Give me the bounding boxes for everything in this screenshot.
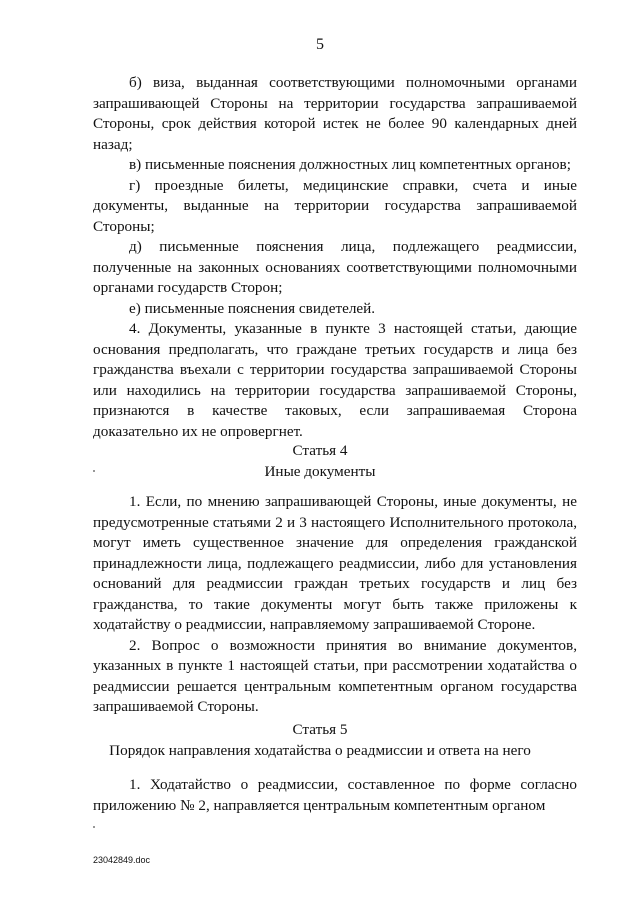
article-4-body — [93, 492, 577, 718]
file-name-footer: 23042849.doc — [93, 855, 151, 865]
page-number: 5 — [316, 36, 324, 53]
paragraph-g: г) проездные билеты, медицинские справки, счета и иные документы, выданные на территории государства запрашиваемой Стороны; — [93, 176, 577, 235]
article-4-number: Статья 4 — [292, 442, 348, 459]
article-4-point-1: 1. Если, по мнению запрашивающей Стороны, иные документы, не предусмотренные статьями 2 и 3 настоящего Исполнительного протокола, могут иметь существенное значение для определения гражданской принадлежности лица, подлежащего реадмиссии, либо для установления оснований для реадмиссии граждан третьих государств и лиц без гражданства, то такие документы могут быть также приложены к ходатайству о реадмиссии, направляемому запрашиваемой Стороне. — [93, 493, 577, 633]
article-5-body — [93, 775, 577, 816]
article-4-heading — [0, 441, 640, 482]
paragraph-v: в) письменные пояснения должностных лиц компетентных органов; — [129, 156, 571, 173]
paragraph-point-4: 4. Документы, указанные в пункте 3 настоящей статьи, дающие основания предполагать, что граждане третьих государств и лица без гражданства въехали с территории государства запрашиваемой Стороны или находились на территории государства запрашиваемой Стороны, признаются в качестве таковых, если запрашиваемая Сторона доказательно их не опровергнет. — [93, 320, 577, 440]
article-4-title: Иные документы — [264, 462, 376, 480]
paragraph-e: е) письменные пояснения свидетелей. — [129, 299, 376, 317]
article-5-number: Статья 5 — [292, 721, 348, 738]
scan-speck — [93, 826, 95, 828]
paragraph-b: б) виза, выданная соответствующими полномочными органами запрашивающей Стороны на территории государства запрашиваемой Стороны, срок действия которой истек не более 90 календарных дней назад; — [93, 74, 577, 153]
article-5-title: Порядок направления ходатайства о реадмиссии и ответа на него — [109, 741, 531, 759]
article-4-point-2: 2. Вопрос о возможности принятия во внимание документов, указанных в пункте 1 настоящей статьи, при рассмотрении ходатайства о реадмиссии решается центральным компетентным органом государства запрашиваемой Стороны. — [93, 636, 577, 715]
article-3-continuation — [93, 73, 577, 442]
paragraph-d: д) письменные пояснения лица, подлежащего реадмиссии, полученные на законных основаниях соответствующими полномочными органами государств Сторон; — [93, 238, 577, 296]
article-5-point-1: 1. Ходатайство о реадмиссии, составленное по форме согласно приложению № 2, направляется центральным компетентным органом — [93, 776, 577, 814]
scan-speck — [93, 470, 95, 472]
article-5-heading — [0, 720, 640, 761]
